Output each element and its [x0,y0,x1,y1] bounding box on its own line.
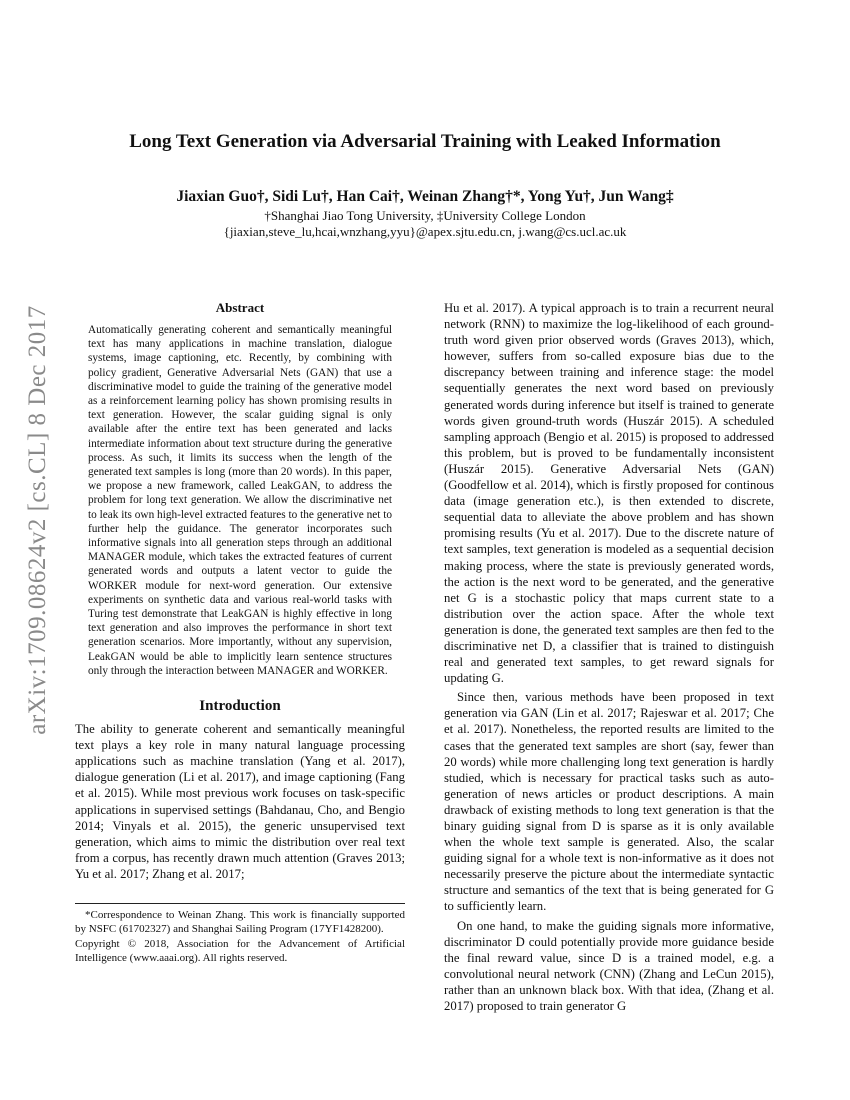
footnotes [75,903,405,965]
introduction-paragraph: The ability to generate coherent and semantically meaningful text plays a key role in many natural language processing applications such as machine translation (Yang et al. 2017), dialogue generation (Li et al. 2017), and image captioning (Fang et al. 2015). While most previous work focuses on task-specific applications in supervised settings (Bahdanau, Cho, and Bengio 2014; Vinyals et al. 2015), the generic unsupervised text generation, which aims to mimic the distribution over real text from a corpus, has recently drawn much attention (Graves 2013; Yu et al. 2017; Zhang et al. 2017; [75,722,405,881]
author-emails: {jiaxian,steve_lu,hcai,wnzhang,yyu}@apex.sjtu.edu.cn, j.wang@cs.ucl.ac.uk [223,224,627,239]
body-paragraph-3: On one hand, to make the guiding signals more informative, discriminator D could potentially provide more guidance beside the final reward value, since D is a trained model, e.g. a convolutional neural network (CNN) (Zhang and LeCun 2015), rather than an unknown black box. With that idea, (Zhang et al. 2017) proposed to train generator G [444,918,774,1014]
right-column [444,300,774,1014]
left-column [75,300,405,882]
arxiv-sidebar [18,300,58,740]
arxiv-identifier: arXiv:1709.08624v2 [cs.CL] 8 Dec 2017 [24,305,52,735]
correspondence-footnote: *Correspondence to Weinan Zhang. This work is financially supported by NSFC (61702327) and Shanghai Sailing Program (17YF1428200). [75,909,405,936]
body-paragraph-1: Hu et al. 2017). A typical approach is to train a recurrent neural network (RNN) to maximize the log-likelihood of each ground-truth word given prior observed words (Graves 2013), which, however, suffers from so-called exposure bias due to the discrepancy between training and inference stage: the model sequentially generates the next word based on previously generated words during inference but itself is trained to generate words given ground-truth words (Huszár 2015). A scheduled sampling approach (Bengio et al. 2015) is proposed to addressed this problem, but is proved to be fundamentally inconsistent (Huszár 2015). Generative Adversarial Nets (GAN) (Goodfellow et al. 2014), which is firstly proposed for continous data (image generation etc.), is then extended to discrete, sequential data to alleviate the above problem and has shown promising results (Yu et al. 2017). Due to the discrete nature of text samples, text generation is modeled as a sequential decision making process, where the state is previously generated words, the action is the next word to be generated, and the generative net G is a stochastic policy that maps current state to a distribution over the action space. After the whole text generation is done, the generated text samples are then fed to the discriminative net D, a classifier that is trained to distinguish real and generated text samples, to get reward signals for updating G. [444,301,774,686]
author-list: Jiaxian Guo†, Sidi Lu†, Han Cai†, Weinan Zhang†*, Yong Yu†, Jun Wang‡ [176,188,674,205]
body-paragraph-2: Since then, various methods have been proposed in text generation via GAN (Lin et al. 2017; Rajeswar et al. 2017; Che et al. 2017). Nonetheless, the reported results are limited to the cases that the generated text samples are short (say, fewer than 20 words) while more challenging long text generation is hardly studied, which is necessary for practical tasks such as auto-generation of news articles or product descriptions. A main drawback of existing methods to long text generation is that the binary guiding signal from D is sparse as it is only available when the whole text sample is generated. Also, the scalar guiding signal for a whole text is non-informative as it does not necessarily preserve the picture about the intermediate syntactic structure and semantics of the text that is being generated for G to sufficiently learn. [444,690,774,914]
affiliations: †Shanghai Jiao Tong University, ‡University College London [264,208,586,223]
copyright-notice: Copyright © 2018, Association for the Advancement of Artificial Intelligence (www.aaai.org). All rights reserved. [75,937,405,964]
abstract-heading: Abstract [215,300,265,315]
introduction-heading: Introduction [199,698,281,715]
paper-title: Long Text Generation via Adversarial Training with Leaked Information [129,131,721,152]
abstract-text: Automatically generating coherent and semantically meaningful text has many applications in machine translation, dialogue systems, image captioning, etc. Recently, by combining with policy gradient, Generative Adversarial Nets (GAN) that use a discriminative model to guide the training of the generative model as a reinforcement learning policy has shown promising results in text generation. However, the scalar guiding signal is only available after the entire text has been generated and lacks intermediate information about text structure during the generative process. As such, it limits its success when the length of the generated text samples is long (more than 20 words). In this paper, we propose a new framework, called LeakGAN, to address the problem for long text generation. We allow the discriminative net to leak its own high-level extracted features to the generative net to further help the guidance. The generator incorporates such informative signals into all generation steps through an additional MANAGER module, which takes the extracted features of current generated words and outputs a latent vector to guide the WORKER module for next-word generation. Our extensive experiments on synthetic data and various real-world tasks with Turing test demonstrate that LeakGAN is highly effective in long text generation and also improves the performance in short text generation scenarios. More importantly, without any supervision, LeakGAN would be able to implicitly learn sentence structures only through the interaction between MANAGER and WORKER. [88,324,392,677]
